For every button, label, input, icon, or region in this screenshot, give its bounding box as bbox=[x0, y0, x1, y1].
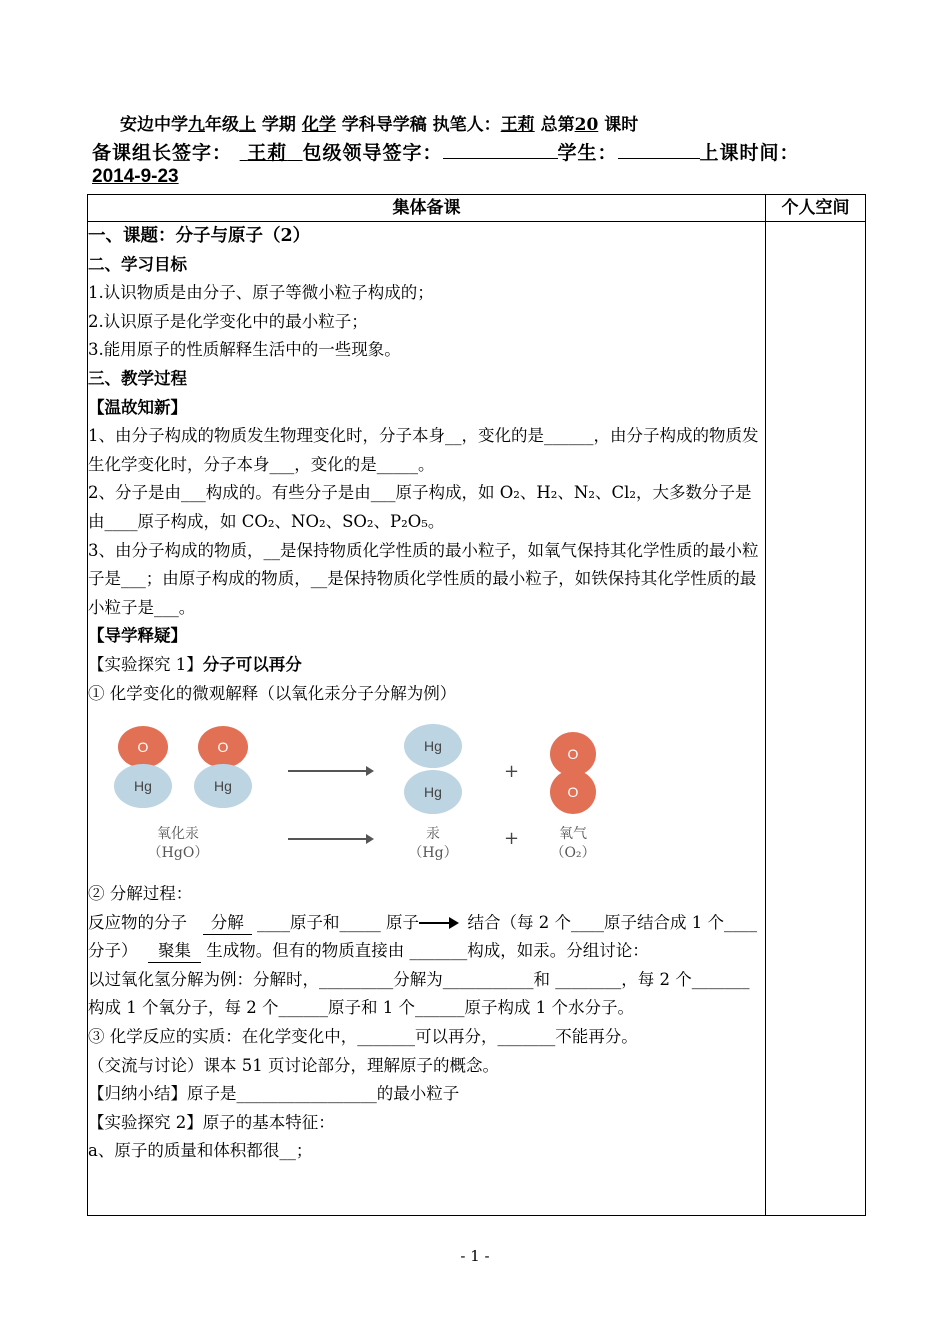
personal-space-header: 个人空间 bbox=[766, 195, 866, 222]
decomposition-title: ② 分解过程： bbox=[88, 884, 193, 904]
caption-hg-formula: （Hg） bbox=[408, 845, 458, 862]
mercury-atom: Hg bbox=[194, 764, 252, 808]
term-suffix: 学期 bbox=[256, 115, 296, 135]
subject: 化学 bbox=[301, 115, 336, 135]
reactant-molecule-text: 反应物的分子 bbox=[88, 912, 187, 932]
lesson-table bbox=[87, 194, 866, 1216]
experiment-1-label: 【实验探究 1】 bbox=[88, 654, 203, 674]
experiment-1-title: 分子可以再分 bbox=[202, 654, 302, 674]
reaction-essence: ③ 化学反应的实质：在化学变化中，_______可以再分，_______不能再分。 bbox=[88, 1027, 638, 1047]
group-leader-label: 备课组长签字： bbox=[92, 142, 233, 164]
reaction-arrow bbox=[288, 838, 372, 840]
product-text: 生成物。但有的物质直接由 _______构成，如汞。分组讨论： bbox=[206, 941, 649, 961]
header-date bbox=[92, 166, 184, 188]
mercury-atom: Hg bbox=[404, 724, 462, 768]
goals-title: 二、学习目标 bbox=[88, 254, 187, 274]
grade-suffix: 年级 bbox=[205, 115, 239, 135]
student-label: 学生： bbox=[557, 142, 618, 164]
header-line-2 bbox=[92, 138, 800, 165]
term: 上 bbox=[239, 115, 256, 135]
group-leader-value: 王莉 bbox=[247, 142, 288, 164]
micro-explanation-title: ① 化学变化的微观解释（以氧化汞分子分解为例） bbox=[88, 683, 457, 703]
atoms-blank-text: ____原子和_____ 原子 bbox=[257, 912, 419, 932]
caption-hgo-formula: （HgO） bbox=[147, 845, 209, 862]
atom-feature-a: a、原子的质量和体积都很__； bbox=[88, 1141, 313, 1161]
lesson-content bbox=[88, 222, 766, 1216]
gather-arrow bbox=[148, 940, 201, 963]
page-number: - 1 - bbox=[460, 1247, 490, 1265]
oxygen-atom: O bbox=[198, 726, 248, 768]
discussion-text: （交流与讨论）课本 51 页讨论部分，理解原子的概念。 bbox=[88, 1055, 499, 1075]
goal-2: 2.认识原子是化学变化中的最小粒子； bbox=[88, 311, 368, 331]
decomposition-process bbox=[88, 909, 765, 966]
group-leader-name bbox=[240, 142, 303, 164]
caption-hg-name: 汞 bbox=[426, 826, 440, 843]
lesson-topic: 一、课题：分子与原子（2） bbox=[88, 226, 311, 246]
lesson-suffix: 课时 bbox=[604, 115, 639, 135]
experiment-1-heading bbox=[88, 651, 765, 680]
review-question-1: 1、由分子构成的物质发生物理变化时，分子本身__，变化的是______，由分子构成的物质发生化学变化时，分子本身___，变化的是_____。 bbox=[88, 426, 759, 474]
review-question-3: 3、由分子构成的物质，__是保持物质化学性质的最小粒子，如氧气保持其化学性质的最小粒子是___；由原子构成的物质，__是保持物质化学性质的最小粒子，如铁保持其化学性质的最小粒子是___。 bbox=[88, 540, 759, 617]
mercury-atom: Hg bbox=[404, 770, 462, 814]
header-line-1 bbox=[120, 110, 638, 135]
caption-hg bbox=[388, 825, 478, 863]
collective-prep-header: 集体备课 bbox=[88, 195, 766, 222]
hgo-decomposition-diagram bbox=[88, 710, 765, 880]
oxygen-atom: O bbox=[550, 770, 596, 814]
plus-sign: + bbox=[504, 761, 520, 783]
review-question-2: 2、分子是由___构成的。有些分子是由___原子构成，如 O₂、H₂、N₂、Cl₂，大多数分子是由____原子构成，如 CO₂、NO₂、SO₂、P₂O₅。 bbox=[88, 483, 752, 531]
caption-hgo-name: 氧化汞 bbox=[157, 826, 199, 843]
lesson-number: 20 bbox=[574, 115, 599, 135]
goal-1: 1.认识物质是由分子、原子等微小粒子构成的； bbox=[88, 283, 434, 303]
experiment-2-heading: 【实验探究 2】原子的基本特征： bbox=[88, 1112, 335, 1132]
caption-o2 bbox=[533, 825, 613, 863]
student-blank bbox=[618, 140, 700, 159]
grade: 九 bbox=[188, 115, 205, 135]
oxygen-atom: O bbox=[550, 732, 596, 776]
review-title: 【温故知新】 bbox=[88, 397, 187, 417]
combine-text: 结合（每 2 个____原子结合成 1 个____分子） bbox=[88, 912, 757, 961]
leader-label: 包级领导签字： bbox=[302, 142, 443, 164]
process-title: 三、教学过程 bbox=[88, 368, 187, 388]
summary-text: 【归纳小结】原子是_________________的最小粒子 bbox=[88, 1084, 460, 1104]
reaction-arrow bbox=[288, 770, 372, 772]
school-name: 安边中学 bbox=[120, 115, 188, 135]
guide-title: 【导学释疑】 bbox=[88, 626, 187, 646]
class-date: 2014-9-23 bbox=[92, 166, 179, 187]
combine-arrow bbox=[419, 922, 457, 924]
time-label: 上课时间： bbox=[699, 142, 800, 164]
caption-o2-formula: （O₂） bbox=[550, 845, 596, 862]
caption-hgo bbox=[128, 825, 228, 863]
goal-3: 3.能用原子的性质解释生活中的一些现象。 bbox=[88, 340, 401, 360]
decompose-word: 分解 bbox=[210, 912, 244, 932]
leader-signature-blank bbox=[443, 140, 558, 159]
hydrogen-peroxide-example: 以过氧化氢分解为例：分解时，_________分解为___________和 ________，每 2 个_______构成 1 个氧分子，每 2 个______原子和 1 个______原子构成 1 个水分子。 bbox=[88, 969, 750, 1018]
oxygen-atom: O bbox=[118, 726, 168, 768]
author: 王莉 bbox=[500, 115, 535, 135]
decompose-arrow bbox=[203, 912, 252, 935]
plus-sign: + bbox=[504, 828, 520, 850]
subject-suffix: 学科导学稿 执笔人： bbox=[335, 115, 501, 135]
caption-o2-name: 氧气 bbox=[559, 826, 587, 843]
total-prefix: 总第 bbox=[540, 115, 575, 135]
mercury-atom: Hg bbox=[114, 764, 172, 808]
personal-space-column bbox=[766, 222, 866, 1216]
gather-word: 聚集 bbox=[158, 941, 191, 961]
